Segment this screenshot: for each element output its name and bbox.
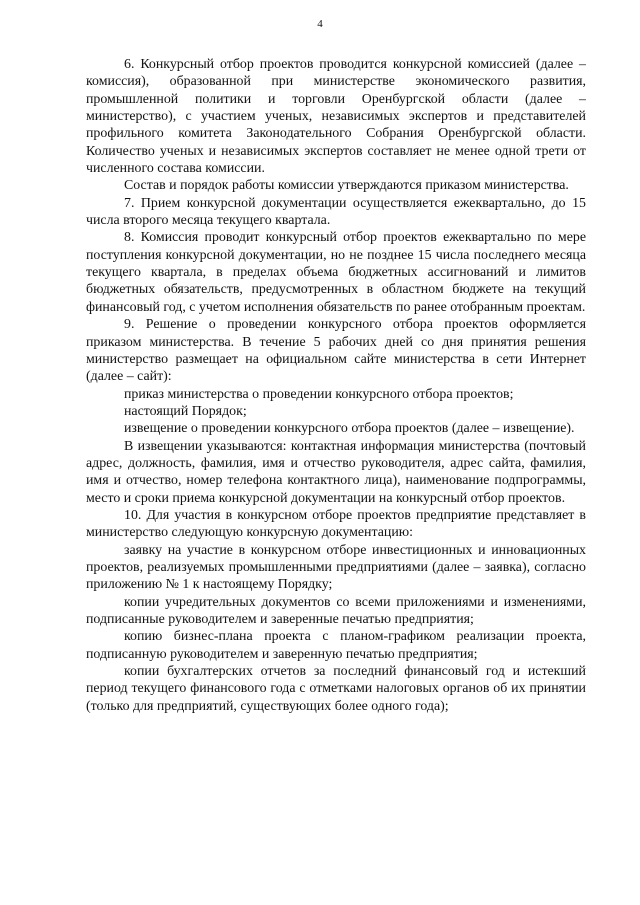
list-item-founding-documents: копии учредительных документов со всеми приложениями и изменениями, подписанные руководителем и заверенные печатью предприятия; (86, 594, 586, 627)
list-item-accounting-reports: копии бухгалтерских отчетов за последний финансовый год и истекший период текущего финансового года с отметками налоговых органов об их принятии (только для предприятий, существующих более одного года); (86, 664, 586, 714)
list-item-procedure: настоящий Порядок; (124, 403, 247, 419)
paragraph-9: 9. Решение о проведении конкурсного отбора проектов оформляется приказом министерства. В течение 5 рабочих дней со дня принятия решения министерство размещает на официальном сайте министерства в сети Интернет (далее – сайт): (86, 317, 586, 385)
paragraph-10: 10. Для участия в конкурсном отборе проектов предприятие представляет в министерство следующую конкурсную документацию: (86, 507, 586, 541)
paragraph-commission-composition: Состав и порядок работы комиссии утверждаются приказом министерства. (124, 178, 569, 194)
document-body (86, 56, 586, 715)
list-item-business-plan: копию бизнес-плана проекта с планом-графиком реализации проекта, подписанную руководителем и заверенную печатью предприятия; (86, 629, 586, 662)
list-item-application: заявку на участие в конкурсном отборе инвестиционных и инновационных проектов, реализуемых промышленными предприятиями (далее – заявка), согласно приложению № 1 к настоящему Порядку; (86, 542, 586, 593)
paragraph-6: 6. Конкурсный отбор проектов проводится конкурсной комиссией (далее – комиссия), образованной при министерстве экономического развития, промышленной политики и торговли Оренбургской области (далее – министерство), с участием ученых, независимых экспертов и представителей профильного комитета Законодательного Собрания Оренбургской области. Количество ученых и независимых экспертов составляет не менее одной трети от численного состава комиссии. (86, 57, 586, 177)
paragraph-notice-contents: В извещении указываются: контактная информация министерства (почтовый адрес, должность, фамилия, имя и отчество руководителя, адрес сайта, фамилия, имя и отчество, номер телефона контактного лица), наименование подпрограммы, место и сроки приема конкурсной документации на конкурсный отбор проектов. (86, 438, 586, 506)
list-item-order: приказ министерства о проведении конкурсного отбора проектов; (124, 386, 514, 402)
paragraph-8: 8. Комиссия проводит конкурсный отбор проектов ежеквартально по мере поступления конкурсной документации, но не позднее 15 числа последнего месяца текущего квартала, в пределах объема бюджетных ассигнований и лимитов бюджетных обязательств, предусмотренных в областном бюджете на текущий финансовый год, с учетом исполнения обязательств по ранее отобранным проектам. (86, 230, 586, 315)
list-item-notice: извещение о проведении конкурсного отбора проектов (далее – извещение). (124, 421, 575, 437)
page-number: 4 (317, 18, 323, 30)
paragraph-7: 7. Прием конкурсной документации осуществляется ежеквартально, до 15 числа второго месяца текущего квартала. (86, 195, 586, 229)
